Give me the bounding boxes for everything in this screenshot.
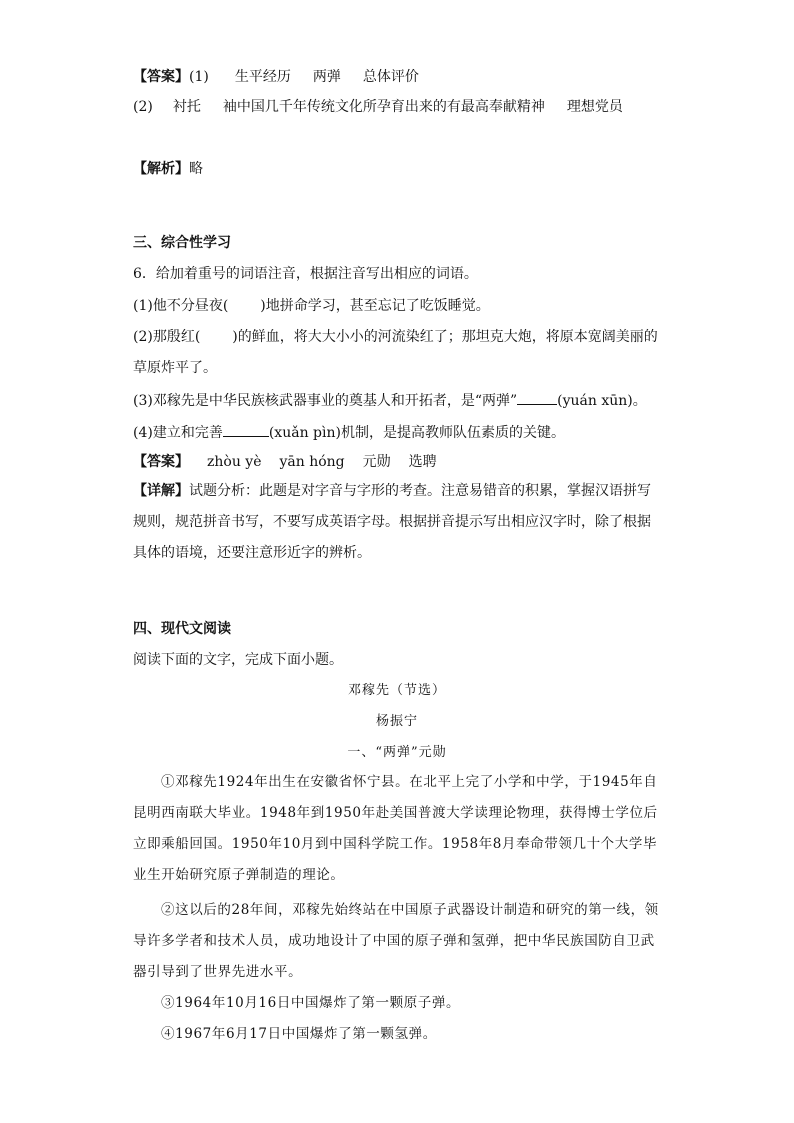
- article-paragraph-1: ①邓稼先1924年出生在安徽省怀宁县。在北平上完了小学和中学，于1945年自昆明西南联大毕业。1948年到1950年赴美国普渡大学读理论物理，获得博士学位后立即乘船回国。1950年10月到中国科学院工作。1958年8月奉命带领几十个大学毕业生开始研究原子弹制造的理论。: [133, 774, 658, 883]
- answer-item: zhòu yè: [207, 454, 262, 470]
- article-subtitle: 一、“两弹”元勋: [347, 745, 447, 760]
- article-author: 杨振宁: [375, 714, 418, 729]
- analysis-tag: 【解析】: [133, 161, 189, 177]
- article-paragraph-2: ②这以后的28年间，邓稼先始终站在中国原子武器设计制造和研究的第一线，领导许多学者和技术人员，成功地设计了中国的原子弹和氢弹，把中华民族国防自卫武器引导到了世界先进水平。: [133, 902, 659, 980]
- detail-paragraph: [133, 476, 661, 569]
- answer-blank[interactable]: [517, 390, 557, 405]
- answer-item: 袖中国几千年传统文化所孕育出来的有最高奉献精神: [222, 99, 545, 115]
- question-6: 6．给加着重号的词语注音，根据注音写出相应的词语。: [133, 266, 478, 282]
- question-item-2-cont: 草原炸平了。: [133, 360, 217, 376]
- answer-item: 元勋: [362, 454, 391, 470]
- answer-line-1: [133, 68, 419, 86]
- analysis-line: [133, 160, 203, 178]
- answer-item: 两弹: [312, 69, 341, 85]
- answer-tag: 【答案】: [133, 454, 189, 470]
- section-4-heading: 四、现代文阅读: [133, 621, 231, 637]
- question-item-4: (4)建立和完善 (xuǎn pìn)机制，是提高教师队伍素质的关键。: [133, 422, 565, 442]
- answer-blank[interactable]: [223, 422, 269, 437]
- answer-item: 选聘: [408, 454, 437, 470]
- answer-line-2: [133, 98, 623, 116]
- article-title: 邓稼先（节选）: [347, 683, 446, 698]
- detail-tag: 【详解】: [133, 483, 189, 499]
- reading-intro: 阅读下面的文字，完成下面小题。: [133, 652, 343, 668]
- question-item-3: (3)邓稼先是中华民族核武器事业的奠基人和开拓者，是“两弹” (yuán xūn)。: [133, 390, 647, 410]
- analysis-text: 略: [189, 161, 203, 177]
- answer-item: 衬托: [172, 99, 201, 115]
- question-item-2: (2)那殷红( )的鲜血，将大大小小的河流染红了；那坦克大炮，将原本宽阔美丽的: [133, 329, 658, 345]
- answer-item: 总体评价: [362, 69, 419, 85]
- answer-item: 生平经历: [234, 69, 291, 85]
- answer-tag: 【答案】: [133, 69, 189, 85]
- question-item-1: (1)他不分昼夜( )地拼命学习，甚至忘记了吃饭睡觉。: [133, 298, 490, 314]
- section-3-heading: 三、综合性学习: [133, 235, 231, 251]
- article-paragraph-4: ④1967年6月17日中国爆炸了第一颗氢弹。: [161, 1026, 437, 1042]
- article-paragraph-3: ③1964年10月16日中国爆炸了第一颗原子弹。: [161, 995, 461, 1011]
- answer-item: 理想党员: [566, 99, 623, 115]
- answer-num-2: (2): [133, 99, 153, 115]
- answer-item: yān hóng: [279, 454, 345, 470]
- answer-line-3: [133, 453, 437, 471]
- detail-text: 试题分析：此题是对字音与字形的考查。注意易错音的积累，掌握汉语拼写规则，规范拼音书写，不要写成英语字母。根据拼音提示写出相应汉字时，除了根据具体的语境，还要注意形近字的辨析。: [133, 483, 651, 561]
- answer-num-1: (1): [189, 69, 209, 85]
